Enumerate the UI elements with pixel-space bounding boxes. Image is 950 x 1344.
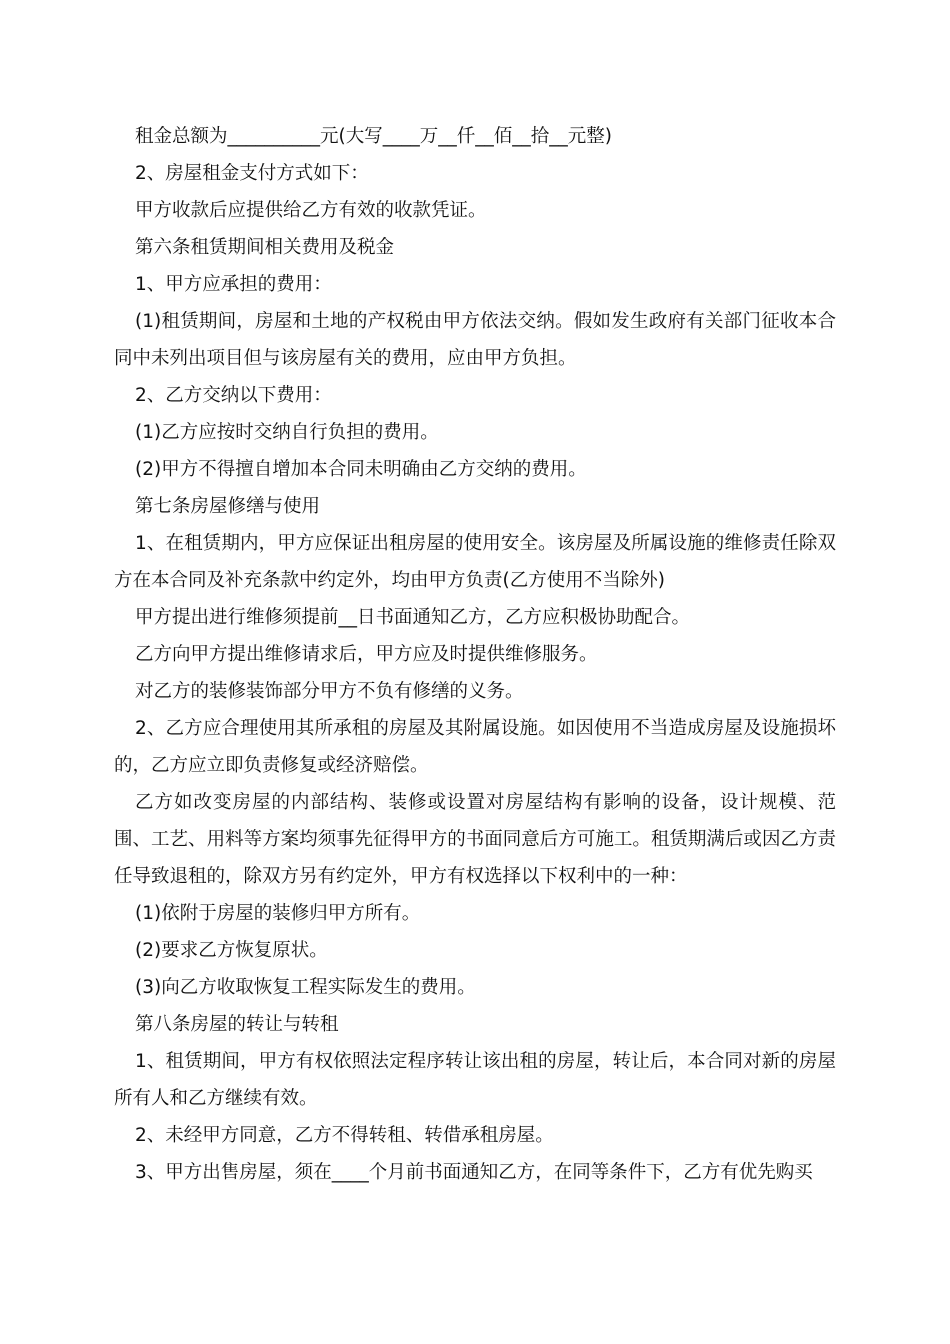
receipt-paragraph: 甲方收款后应提供给乙方有效的收款凭证。 <box>135 200 487 221</box>
proper-use-item: 2、乙方应合理使用其所承租的房屋及其附属设施。如因使用不当造成房屋及设施损坏的，乙方应立即负责修复或经济赔偿。 <box>114 718 836 776</box>
repair-notice-paragraph: 甲方提出进行维修须提前__日书面通知乙方，乙方应积极协助配合。 <box>135 607 691 628</box>
repair-responsibility-item: 1、在租赁期内，甲方应保证出租房屋的使用安全。该房屋及所属设施的维修责任除双方在本合同及补充条款中约定外，均由甲方负责(乙方使用不当除外) <box>114 533 836 591</box>
party-a-fees-detail: (1)租赁期间，房屋和土地的产权税由甲方依法交纳。假如发生政府有关部门征收本合同中未列出项目但与该房屋有关的费用，应由甲方负担。 <box>114 311 836 369</box>
contract-body <box>114 118 836 1191</box>
decoration-paragraph: 对乙方的装修装饰部分甲方不负有修缮的义务。 <box>135 681 524 702</box>
party-b-fees-item: 2、乙方交纳以下费用： <box>135 385 332 406</box>
payment-method-item: 2、房屋租金支付方式如下： <box>135 163 369 184</box>
article-7-heading: 第七条房屋修缮与使用 <box>135 496 321 517</box>
transfer-item: 1、租赁期间，甲方有权依照法定程序转让该出租的房屋，转让后，本合同对新的房屋所有人和乙方继续有效。 <box>114 1051 836 1109</box>
article-8-heading: 第八条房屋的转让与转租 <box>135 1014 339 1035</box>
sale-notice-item: 3、甲方出售房屋，须在____个月前书面通知乙方，在同等条件下，乙方有优先购买 <box>135 1162 813 1183</box>
option-3: (3)向乙方收取恢复工程实际发生的费用。 <box>135 977 476 998</box>
sublease-item: 2、未经甲方同意，乙方不得转租、转借承租房屋。 <box>135 1125 554 1146</box>
repair-request-paragraph: 乙方向甲方提出维修请求后，甲方应及时提供维修服务。 <box>135 644 598 665</box>
party-b-fees-detail-2: (2)甲方不得擅自增加本合同未明确由乙方交纳的费用。 <box>135 459 587 480</box>
party-a-fees-item: 1、甲方应承担的费用： <box>135 274 332 295</box>
option-2: (2)要求乙方恢复原状。 <box>135 940 328 961</box>
structure-change-paragraph: 乙方如改变房屋的内部结构、装修或设置对房屋结构有影响的设备，设计规模、范围、工艺、用料等方案均须事先征得甲方的书面同意后方可施工。租赁期满后或因乙方责任导致退租的，除双方另有约定外，甲方有权选择以下权利中的一种： <box>114 792 836 887</box>
party-b-fees-detail-1: (1)乙方应按时交纳自行负担的费用。 <box>135 422 439 443</box>
article-6-heading: 第六条租赁期间相关费用及税金 <box>135 237 395 258</box>
rent-total-line: 租金总额为__________元(大写____万__仟__佰__拾__元整) <box>135 126 612 147</box>
option-1: (1)依附于房屋的装修归甲方所有。 <box>135 903 421 924</box>
